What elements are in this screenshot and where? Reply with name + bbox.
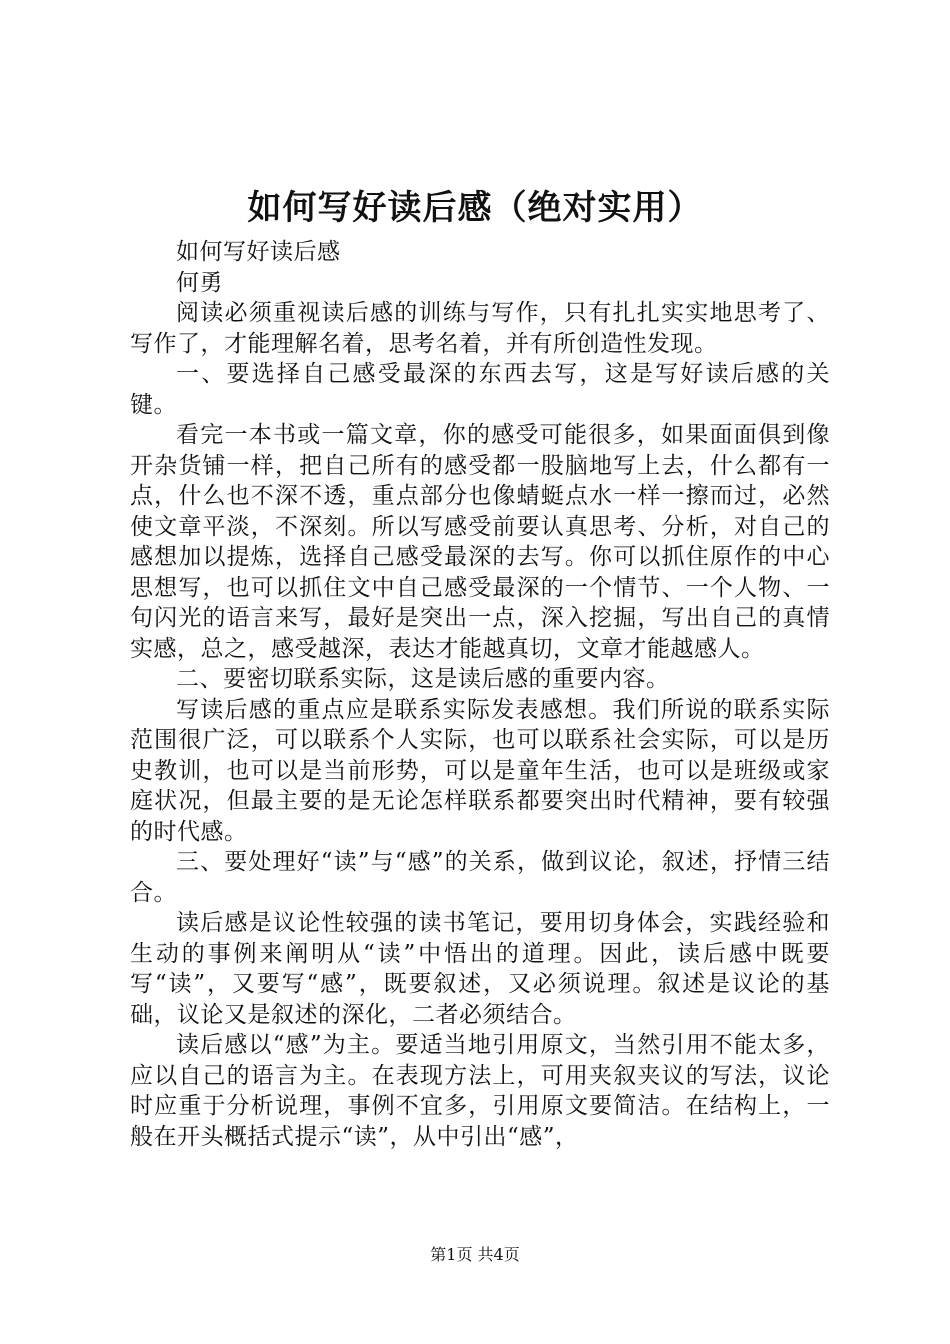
paragraph: 写读后感的重点应是联系实际发表感想。我们所说的联系实际范围很广泛，可以联系个人实际，也可以联系社会实际，可以是历史教训，也可以是当前形势，可以是童年生活，也可以是班级或家庭状况，但最主要的是无论怎样联系都要突出时代精神，要有较强的时代感。 [130, 696, 830, 845]
paragraph: 读后感是议论性较强的读书笔记，要用切身体会，实践经验和生动的事例来阐明从“读”中悟出的道理。因此，读后感中既要写“读”，又要写“感”，既要叙述，又必须说理。叙述是议论的基础，议论又是叙述的深化，二者必须结合。 [130, 910, 830, 1028]
author: 何勇 [176, 269, 223, 296]
document-title: 如何写好读后感（绝对实用） [247, 188, 703, 228]
document-body [130, 237, 830, 1152]
section-heading: 二、要密切联系实际，这是读后感的重要内容。 [176, 666, 670, 692]
paragraph: 阅读必须重视读后感的训练与写作，只有扎扎实实地思考了、写作了，才能理解名着，思考名着，并有所创造性发现。 [130, 300, 830, 357]
section-heading: 一、要选择自己感受最深的东西去写，这是写好读后感的关键。 [130, 361, 830, 418]
paragraph: 读后感以“感”为主。要适当地引用原文，当然引用不能太多，应以自己的语言为主。在表现方法上，可用夹叙夹议的写法，议论时应重于分析说理，事例不宜多，引用原文要简洁。在结构上，一般在开头概括式提示“读”，从中引出“感”， [130, 1032, 830, 1150]
page-number-footer: 第1页 共4页 [430, 1245, 520, 1264]
subtitle: 如何写好读后感 [176, 239, 341, 265]
paragraph: 看完一本书或一篇文章，你的感受可能很多，如果面面俱到像开杂货铺一样，把自己所有的感受都一股脑地写上去，什么都有一点，什么也不深不透，重点部分也像蜻蜓点水一样一擦而过，必然使文章平淡，不深刻。所以写感受前要认真思考、分析，对自己的感想加以提炼，选择自己感受最深的去写。你可以抓住原作的中心思想写，也可以抓住文中自己感受最深的一个情节、一个人物、一句闪光的语言来写，最好是突出一点，深入挖掘，写出自己的真情实感，总之，感受越深，表达才能越真切，文章才能越感人。 [130, 422, 830, 662]
section-heading: 三、要处理好“读”与“感”的关系，做到议论，叙述，抒情三结合。 [130, 849, 830, 906]
